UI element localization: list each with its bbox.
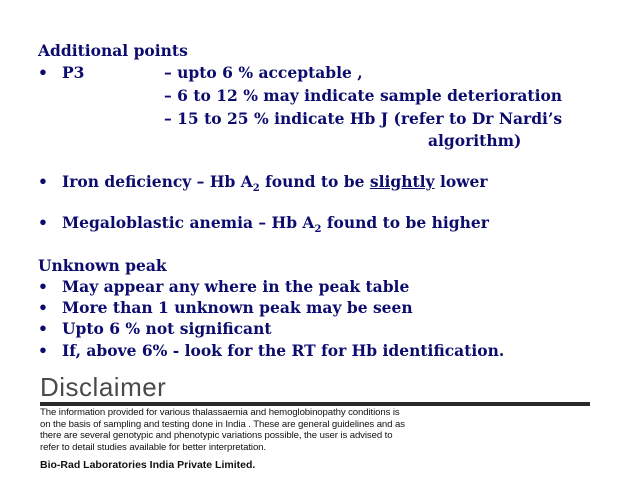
bullet-mega: • bbox=[38, 213, 48, 232]
bullet-unknown-2: • bbox=[38, 298, 48, 317]
bullet-iron: • bbox=[38, 172, 48, 191]
unknown-item-1: May appear any where in the peak table bbox=[62, 277, 410, 296]
disclaimer-line-1: The information provided for various thalassaemia and hemoglobinopathy conditions is bbox=[40, 407, 400, 418]
p3-line-1: – upto 6 % acceptable , bbox=[164, 63, 363, 82]
iron-deficiency-line bbox=[62, 173, 488, 194]
bullet-unknown-4: • bbox=[38, 341, 48, 360]
heading-unknown-peak: Unknown peak bbox=[38, 256, 167, 275]
disclaimer-line-3: there are several genotypic and phenotypic variations possible, the user is advised to bbox=[40, 430, 393, 441]
mega-text-before: Megaloblastic anemia – Hb A bbox=[62, 213, 315, 232]
disclaimer-divider bbox=[40, 402, 590, 406]
mega-text-after: found to be higher bbox=[321, 213, 489, 232]
iron-text-before: Iron deficiency – Hb A bbox=[62, 172, 253, 191]
p3-line-2: – 6 to 12 % may indicate sample deterioration bbox=[164, 86, 563, 105]
iron-text-middle: found to be bbox=[259, 172, 370, 191]
disclaimer-body bbox=[40, 407, 592, 453]
unknown-item-3: Upto 6 % not significant bbox=[62, 319, 272, 338]
bullet-unknown-3: • bbox=[38, 319, 48, 338]
p3-line-3: – 15 to 25 % indicate Hb J (refer to Dr Nardi’s bbox=[164, 109, 563, 128]
p3-label: P3 bbox=[62, 63, 85, 82]
iron-underlined-word: slightly bbox=[369, 172, 435, 191]
disclaimer-company: Bio-Rad Laboratories India Private Limited. bbox=[40, 459, 256, 471]
disclaimer-title: Disclaimer bbox=[40, 372, 167, 402]
unknown-item-2: More than 1 unknown peak may be seen bbox=[62, 298, 413, 317]
bullet-p3: • bbox=[38, 63, 48, 82]
megaloblastic-line bbox=[62, 214, 489, 235]
heading-additional-points: Additional points bbox=[38, 41, 188, 60]
mega-subscript: 2 bbox=[314, 224, 322, 235]
disclaimer-line-2: on the basis of sampling and testing done in India . These are general guidelines and as bbox=[40, 418, 405, 430]
p3-line-4: algorithm) bbox=[428, 131, 522, 150]
disclaimer-line-4: refer to detail studies available for better interpretation. bbox=[40, 441, 266, 453]
iron-subscript: 2 bbox=[252, 183, 260, 194]
bullet-unknown-1: • bbox=[38, 277, 48, 296]
unknown-item-4: If, above 6% - look for the RT for Hb identification. bbox=[62, 341, 505, 360]
iron-text-after: lower bbox=[434, 172, 488, 191]
